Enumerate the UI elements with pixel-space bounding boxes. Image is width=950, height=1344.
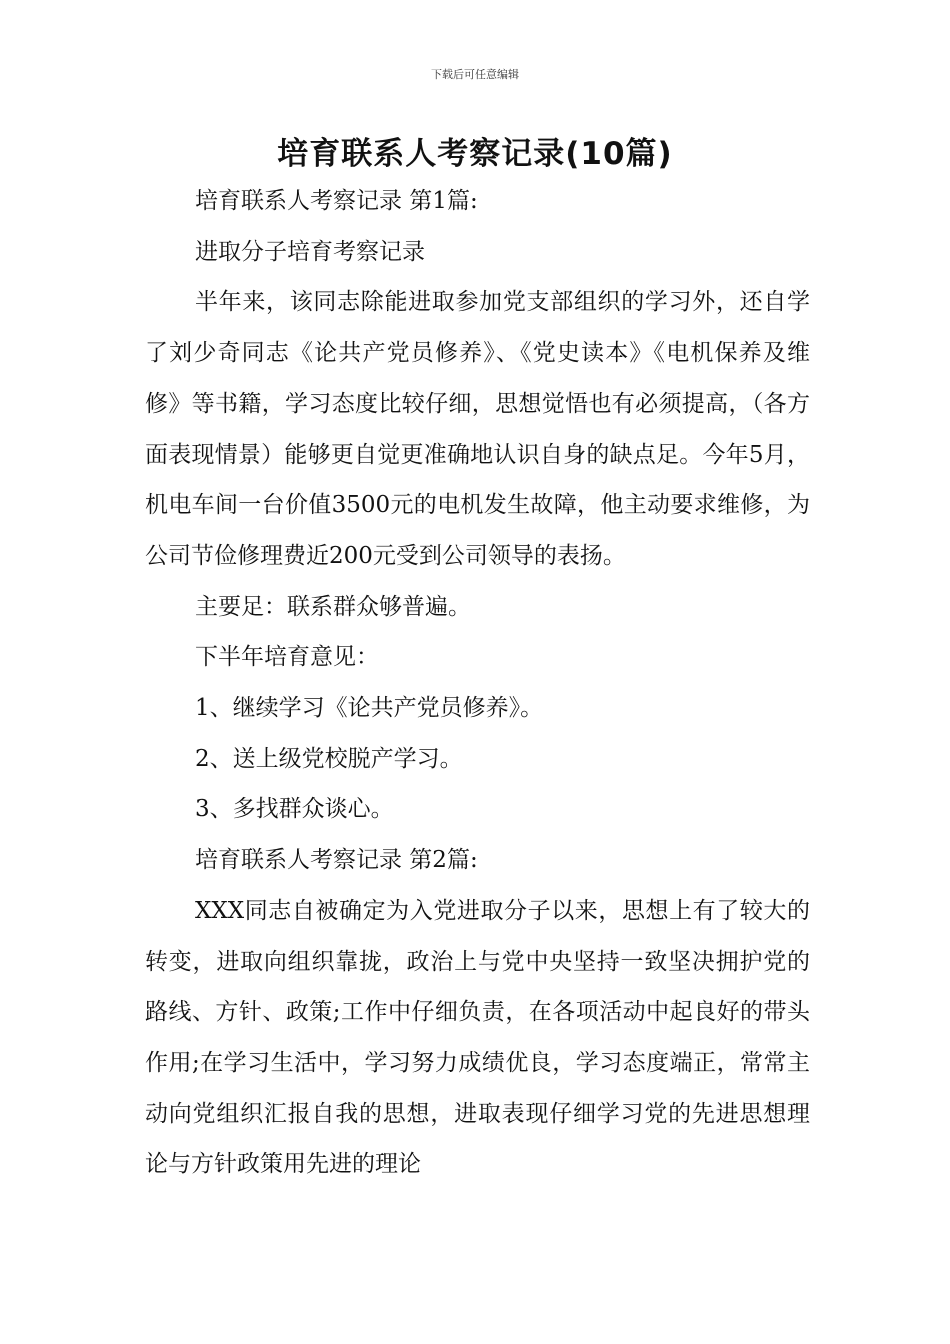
document-body: [145, 176, 810, 1190]
section1-heading: 培育联系人考察记录 第1篇:: [195, 188, 478, 214]
section2-heading: 培育联系人考察记录 第2篇:: [195, 847, 478, 874]
section1-paragraph: 半年来，该同志除能进取参加党支部组织的学习外，还自学了刘少奇同志《论共产党员修养》、《党史读本》《电机保养及维修》等书籍，学习态度比较仔细，思想觉悟也有必须提高，（各方面表现情景）能够更自觉更准确地认识自身的缺点足。今年5月，机电车间一台价值3500元的电机发生故障，他主动要求维修，为公司节俭修理费近200元受到公司领导的表扬。: [145, 289, 810, 569]
section1-opinion-heading: 下半年培育意见：: [195, 644, 379, 671]
document-title: 培育联系人考察记录(10篇): [277, 136, 673, 172]
opinion-item: 3、多找群众谈心。: [195, 796, 394, 823]
section2-paragraph: XXX同志自被确定为入党进取分子以来，思想上有了较大的转变，进取向组织靠拢，政治上与党中央坚持一致坚决拥护党的路线、方针、政策;工作中仔细负责，在各项活动中起良好的带头作用;在学习生活中，学习努力成绩优良，学习态度端正，常常主动向党组织汇报自我的思想，进取表现仔细学习党的先进思想理论与方针政策用先进的理论: [145, 897, 810, 1178]
opinion-item: 1、继续学习《论共产党员修养》。: [195, 695, 544, 722]
section1-subtitle: 进取分子培育考察记录: [195, 238, 425, 265]
header-note: 下载后可任意编辑: [431, 68, 519, 81]
section1-shortcoming: 主要足：联系群众够普遍。: [195, 593, 471, 620]
opinion-item: 2、送上级党校脱产学习。: [195, 745, 463, 772]
